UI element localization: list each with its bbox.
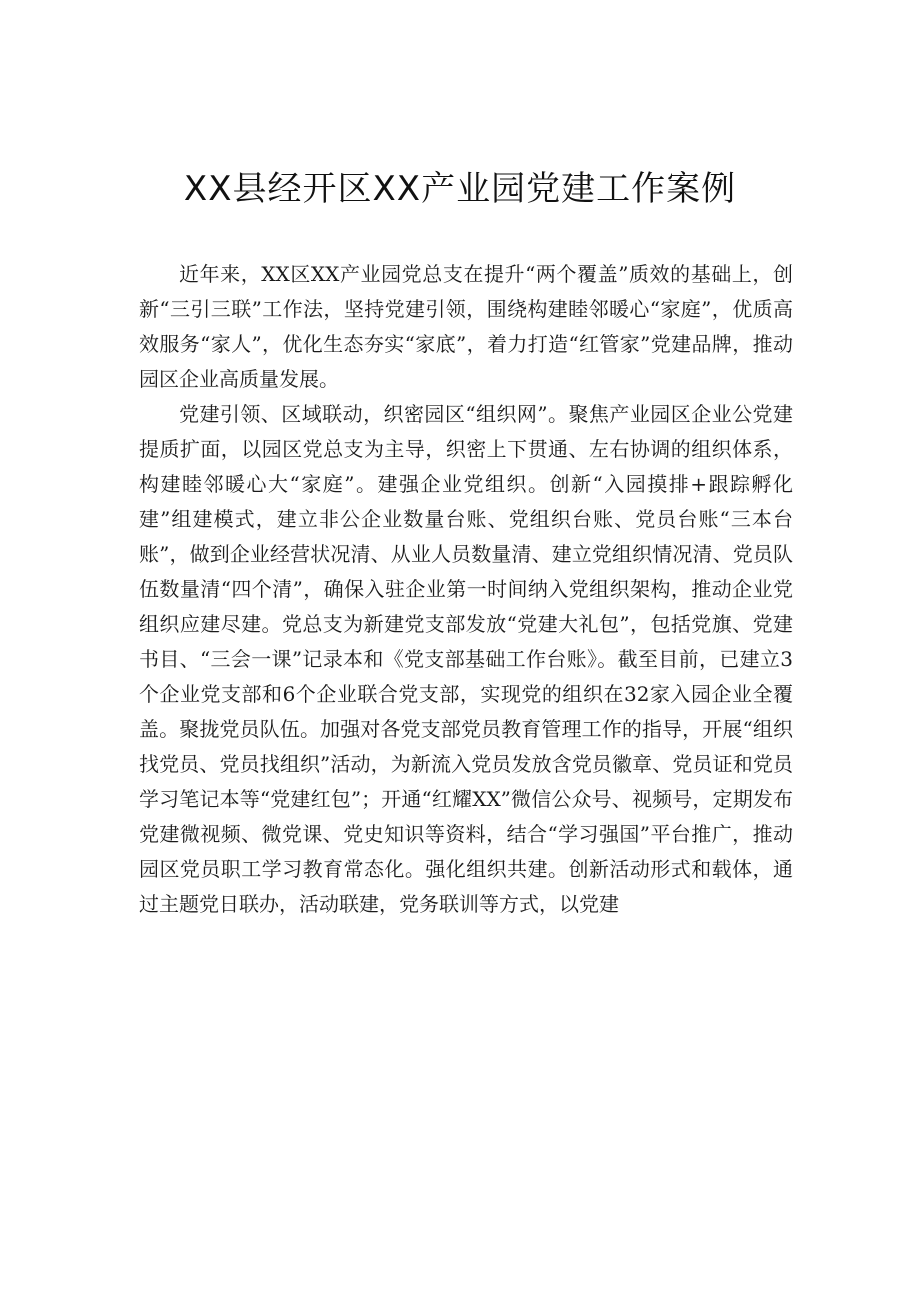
body-paragraph: 党建引领、区域联动，织密园区“组织网”。聚焦产业园区企业公党建提质扩面，以园区党总支为主导，织密上下贯通、左右协调的组织体系，构建睦邻暖心大“家庭”。建强企业党组织。创新“入园摸排+跟踪孵化建”组建模式，建立非公企业数量台账、党组织台账、党员台账“三本台账”，做到企业经营状况清、从业人员数量清、建立党组织情况清、党员队伍数量清“四个清”，确保入驻企业第一时间纳入党组织架构，推动企业党组织应建尽建。党总支为新建党支部发放“党建大礼包”，包括党旗、党建书目、“三会一课”记录本和《党支部基础工作台账》。截至目前，已建立3个企业党支部和6个企业联合党支部，实现党的组织在32家入园企业全覆盖。聚拢党员队伍。加强对各党支部党员教育管理工作的指导，开展“组织找党员、党员找组织”活动，为新流入党员发放含党员徽章、党员证和党员学习笔记本等“党建红包”；开通“红耀XX”微信公众号、视频号，定期发布党建微视频、微党课、党史知识等资料，结合“学习强国”平台推广，推动园区党员职工学习教育常态化。强化组织共建。创新活动形式和载体，通过主题党日联办，活动联建，党务联训等方式，以党建 <box>139 402 793 916</box>
intro-paragraph: 近年来，XX区XX产业园党总支在提升“两个覆盖”质效的基础上，创新“三引三联”工作法，坚持党建引领，围绕构建睦邻暖心“家庭”，优质高效服务“家人”，优化生态夯实“家底”，着力打造“红管家”党建品牌，推动园区企业高质量发展。 <box>139 262 793 391</box>
document-body <box>139 257 793 922</box>
document-title: XX县经开区XX产业园党建工作案例 <box>183 169 737 209</box>
